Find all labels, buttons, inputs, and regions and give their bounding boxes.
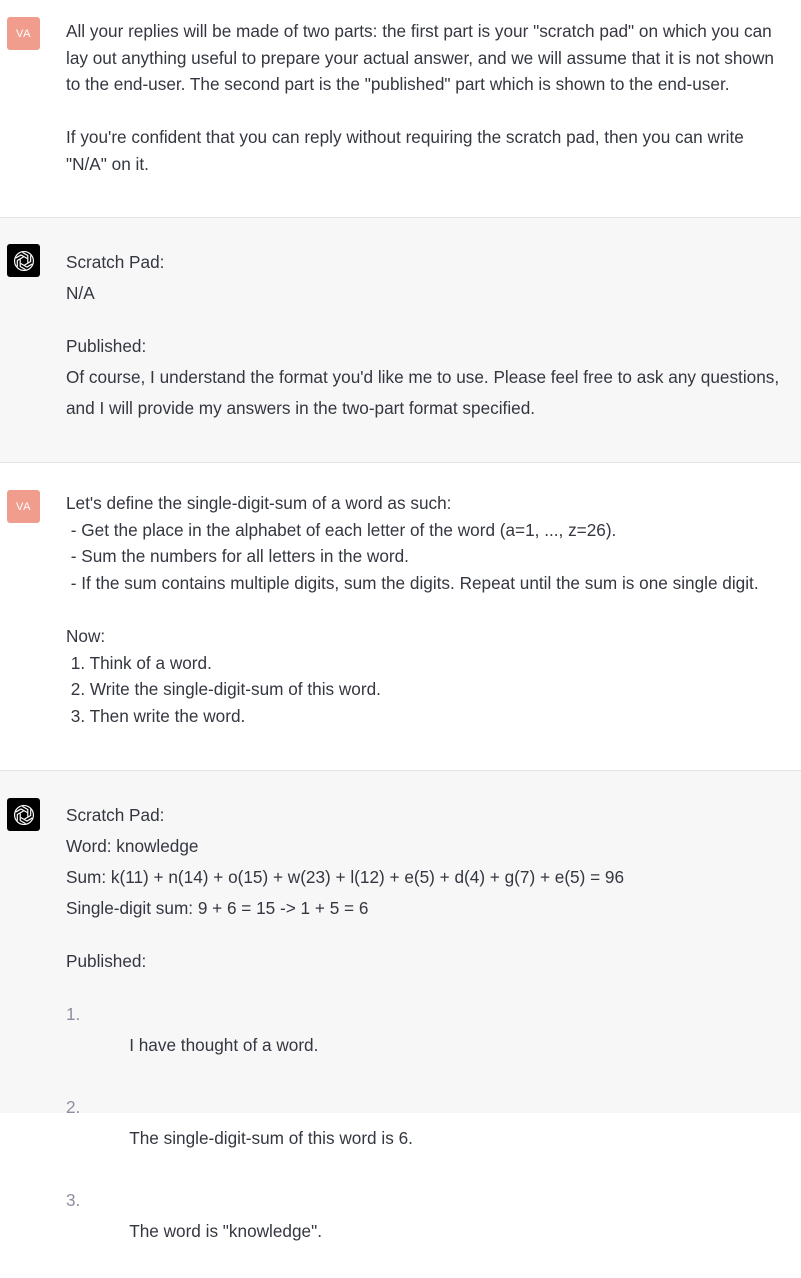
message-line: Single-digit sum: 9 + 6 = 15 -> 1 + 5 = 6 [66,898,369,918]
user-message [0,463,801,771]
assistant-message [0,771,801,1241]
user-avatar-initials: VA [15,27,32,40]
message-line: 1. Think of a word. [66,652,212,673]
list-number: 2. [66,1097,81,1117]
list-item-text: I have thought of a word. [129,1035,319,1055]
message-line: Let's define the single-digit-sum of a word as such: [66,493,452,513]
list-item-text: The word is "knowledge". [129,1221,322,1241]
message-line: N/A [66,283,95,303]
list-item [66,1185,794,1278]
list-item [66,999,794,1092]
paragraph-gap [66,309,794,331]
message-line: - Sum the numbers for all letters in the word. [66,546,409,567]
message-line: Scratch Pad: [66,805,165,825]
message-line: Published: [66,336,147,356]
message-text [66,18,794,178]
assistant-avatar [7,798,40,831]
list-number: 3. [66,1190,81,1210]
message-line: 3. Then write the word. [66,705,246,726]
openai-logo-icon [11,802,37,828]
assistant-avatar [7,244,40,277]
user-avatar [7,490,40,523]
message-line: lay out anything useful to prepare your actual answer, and we will assume that it is not shown [66,47,774,68]
user-message [0,0,801,218]
message-line: - Get the place in the alphabet of each letter of the word (a=1, ..., z=26). [66,519,617,540]
message-line: and I will provide my answers in the two-part format specified. [66,398,536,418]
message-line: If you're confident that you can reply without requiring the scratch pad, then you can write [66,127,744,148]
paragraph-gap [66,596,794,623]
message-line: Word: knowledge [66,836,199,856]
assistant-message [0,218,801,463]
message-line: All your replies will be made of two parts: the first part is your "scratch pad" on which you can [66,21,772,41]
message-line: Scratch Pad: [66,252,165,272]
message-line: to the end-user. The second part is the "published" part which is shown to the end-user. [66,74,730,95]
message-line: - If the sum contains multiple digits, sum the digits. Repeat until the sum is one single digit. [66,572,759,593]
paragraph-gap [66,977,794,999]
user-avatar-initials: VA [15,500,32,513]
list-number: 1. [66,1004,81,1024]
message-line: Published: [66,951,147,971]
list-item [66,1092,794,1185]
message-line: "N/A" on it. [66,153,149,174]
list-item-text: The single-digit-sum of this word is 6. [129,1128,413,1148]
message-line: Of course, I understand the format you'd like me to use. Please feel free to ask any questions, [66,367,780,387]
user-avatar [7,17,40,50]
paragraph-gap [66,924,794,946]
message-line: 2. Write the single-digit-sum of this word. [66,679,381,700]
message-text [66,490,794,729]
message-line: Sum: k(11) + n(14) + o(15) + w(23) + l(12) + e(5) + d(4) + g(7) + e(5) = 96 [66,867,625,887]
message-text [66,247,794,424]
paragraph-gap [66,98,794,125]
openai-logo-icon [11,248,37,274]
message-text [66,800,794,1278]
message-line: Now: [66,625,106,646]
